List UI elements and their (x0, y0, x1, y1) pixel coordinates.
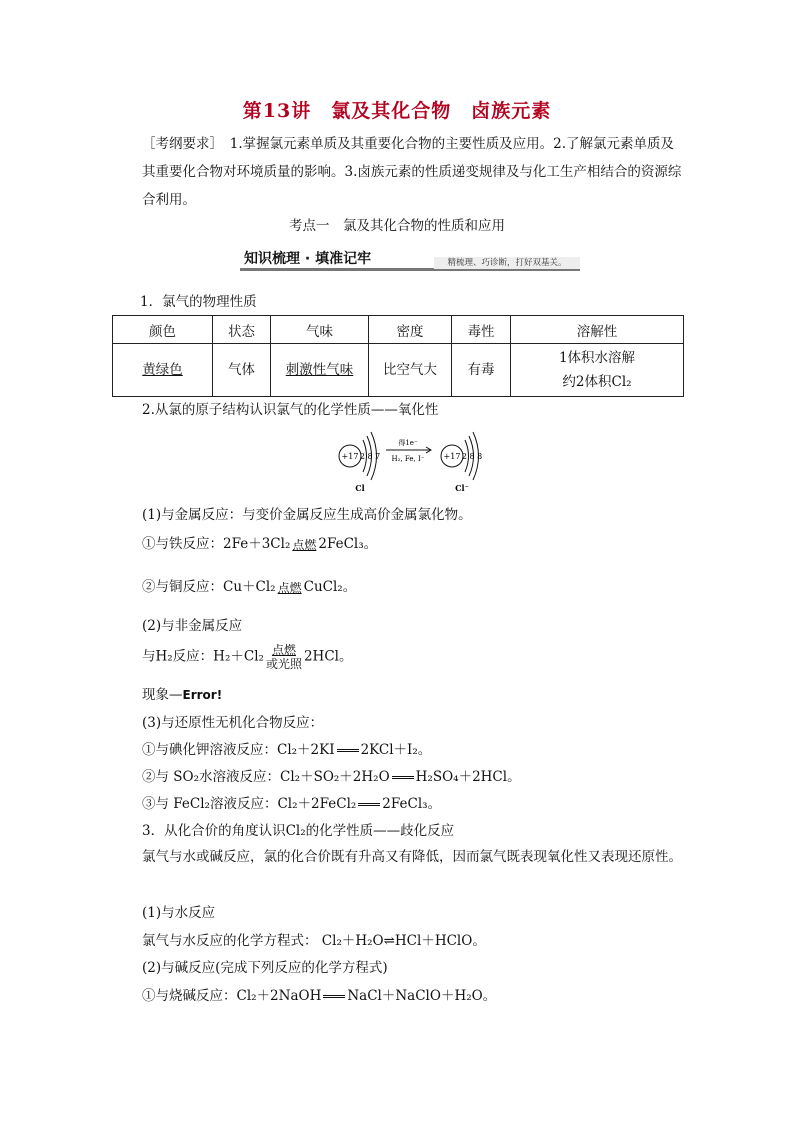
table-header: 状态 (213, 316, 271, 344)
section-title: 考点一 氯及其化合物的性质和应用 (289, 218, 505, 234)
arrow-top-label: 得1e⁻ (398, 439, 418, 447)
table-cell (113, 344, 213, 397)
nonmetal-reaction-heading: (2)与非金属反应 (142, 618, 243, 634)
reaction-condition (292, 538, 316, 552)
banner-slogan: 精梳理、巧诊断，打好双基关。 (434, 257, 580, 269)
equation-right: 2FeCl₃。 (318, 536, 378, 552)
section-2-heading: 2.从氯的原子结构认识氯气的化学性质——氧化性 (142, 402, 439, 418)
table-header: 颜色 (113, 316, 213, 344)
equation-left: ①与烧碱反应：Cl₂＋2NaOH (142, 988, 322, 1004)
condition-top: 点燃 (292, 537, 317, 552)
condition-top: 点燃 (271, 643, 296, 657)
equation-right: 2HCl。 (303, 648, 353, 665)
equation-left: ②与铜反应：Cu＋Cl₂ (142, 579, 276, 595)
water-reaction-equation: 氯气与水反应的化学方程式： Cl₂＋H₂O⇌HCl＋HClO。 (142, 933, 486, 949)
iron-reaction (142, 532, 377, 552)
table-cell: 有毒 (452, 344, 511, 397)
reaction-condition (278, 581, 302, 595)
equation-right: 2KCl＋I₂。 (360, 742, 432, 758)
table-cell (271, 344, 369, 397)
arrow-bottom-label: H₂, Fe, I⁻ (391, 455, 425, 463)
section-3-heading: 3．从化合价的角度认识Cl₂的化学性质——歧化反应 (142, 823, 455, 839)
exam-requirements: ［考纲要求］ 1.掌握氯元素单质及其重要化合物的主要性质及应用。2.了解氯元素单质及其重要化合物对环境质量的影响。3.卤族元素的性质递变规律及与化工生产相结合的资源综合利用。 (142, 136, 682, 208)
section-1-heading: 1．氯气的物理性质 (140, 294, 257, 310)
left-shell-electrons: 2 8 7 (359, 452, 381, 461)
solubility-line-1: 1体积水溶解 (558, 350, 636, 366)
copper-reaction (142, 575, 356, 595)
water-reaction-heading: (1)与水反应 (142, 905, 216, 921)
equation-right: NaCl＋NaClO＋H₂O。 (347, 988, 497, 1004)
page-title: 第13讲 氯及其化合物 卤族元素 (242, 100, 552, 122)
metal-reaction-heading: (1)与金属反应：与变价金属反应生成高价金属氯化物。 (142, 507, 472, 523)
equation-right: CuCl₂。 (303, 579, 357, 595)
condition-top: 点燃 (277, 580, 302, 595)
naoh-reaction (142, 984, 496, 1004)
table-header: 毒性 (452, 316, 511, 344)
hydrogen-reaction (142, 643, 352, 671)
condition-bottom: 或光照 (265, 657, 302, 671)
knowledge-banner (240, 248, 580, 272)
reaction-condition (266, 643, 302, 671)
equation-left: 与H₂反应：H₂＋Cl₂ (142, 648, 264, 665)
reducing-reaction-heading: (3)与还原性无机化合物反应： (142, 715, 324, 731)
table-cell: 气体 (213, 344, 271, 397)
ki-reaction (142, 738, 431, 758)
atom-structure-diagram (330, 428, 490, 496)
right-shell-electrons: 2 8 8 (461, 452, 483, 461)
equation-left: ②与 SO₂水溶液反应：Cl₂＋SO₂＋2H₂O (142, 769, 390, 785)
phenomenon-value: Error! (182, 688, 223, 702)
chlorine-atom-label: Cl (355, 483, 365, 493)
table-header: 密度 (369, 316, 452, 344)
section-3-text: 氯气与水或碱反应，氯的化合价既有升高又有降低，因而氯气既表现氧化性又表现还原性。 (142, 849, 682, 865)
equation-right: H₂SO₄＋2HCl。 (415, 769, 521, 785)
solubility-line-2: 约2体积Cl₂ (562, 374, 632, 390)
table-cell (511, 344, 684, 397)
phenomenon-label: 现象— (142, 687, 183, 703)
equation-right: 2FeCl₃。 (382, 796, 442, 812)
equals-sign (323, 995, 345, 998)
banner-title: 知识梳理 · 填准记牢 (244, 251, 372, 267)
table-row (113, 344, 684, 397)
equals-sign (337, 749, 359, 752)
color-value: 黄绿色 (142, 362, 183, 378)
chloride-ion-label: Cl⁻ (455, 483, 469, 493)
equals-sign (358, 803, 380, 806)
table-header-row (113, 316, 684, 344)
so2-reaction (142, 765, 521, 785)
table-cell: 比空气大 (369, 344, 452, 397)
fecl2-reaction (142, 792, 441, 812)
table-header: 溶解性 (511, 316, 684, 344)
smell-value: 刺激性气味 (285, 362, 354, 378)
equals-sign (392, 776, 414, 779)
equation-left: ①与碘化钾溶液反应：Cl₂＋2KI (142, 742, 335, 758)
table-header: 气味 (271, 316, 369, 344)
right-nucleus-label: +17 (443, 452, 461, 461)
equation-left: ①与铁反应：2Fe＋3Cl₂ (142, 536, 291, 552)
equation-left: ③与 FeCl₂溶液反应：Cl₂＋2FeCl₂ (142, 796, 357, 812)
physical-properties-table (112, 315, 684, 397)
phenomenon-line (142, 683, 222, 703)
left-nucleus-label: +17 (341, 452, 359, 461)
base-reaction-heading: (2)与碱反应(完成下列反应的化学方程式) (142, 960, 388, 976)
